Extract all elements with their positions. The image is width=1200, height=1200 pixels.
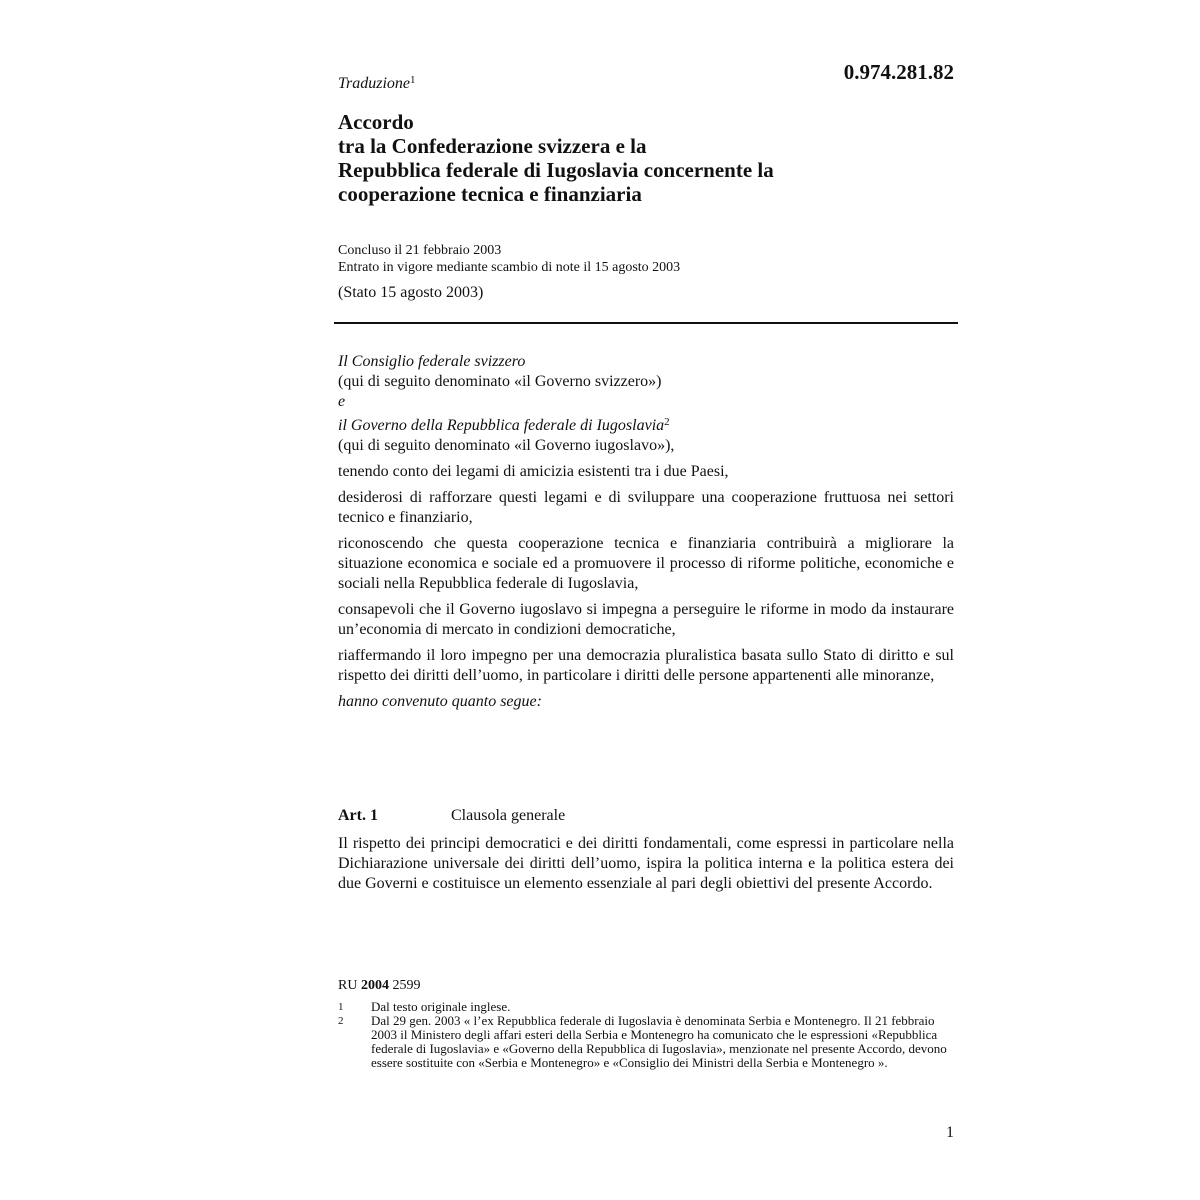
concluded-date: Concluso il 21 febbraio 2003: [338, 243, 502, 258]
footnote: 2 Dal 29 gen. 2003 « l’ex Repubblica federale di Iugoslavia è denominata Serbia e Montenegro. Il 21 febbraio 2003 il Ministero degli affari esteri della Serbia e Montenegro ha comunicato che le espressioni «Repubblica federale di Iugoslavia» e «Governo della Repubblica di Iugoslavia», menzionate nel presente Accordo, devono essere sostituite con «Serbia e Montenegro» e «Consiglio dei Ministri della Serbia e Montenegro ».: [338, 1013, 947, 1070]
footnote-ref: 1: [410, 74, 416, 86]
recital: riaffermando il loro impegno per una democrazia pluralistica basata sullo Stato di diritto e sul rispetto dei diritti dell’uomo, in particolare i diritti delle persone appartenenti alle minoranze,: [338, 647, 954, 684]
recital: riconoscendo che questa cooperazione tecnica e finanziaria contribuirà a migliorare la situazione economica e sociale ed a promuovere il processo di riforme politiche, economiche e sociali nella Repubblica federale di Iugoslavia,: [338, 535, 954, 592]
party-2: il Governo della Repubblica federale di Iugoslavia$^2$: [338, 416, 670, 434]
article-heading: Clausola generale: [451, 807, 566, 824]
sr-number: 0.974.281.82: [843, 60, 954, 84]
translation-label: Traduzione$^1$: [338, 74, 416, 92]
in-force-date: Entrato in vigore mediante scambio di note il 15 agosto 2003: [338, 260, 681, 275]
document-title: Accordo tra la Confederazione svizzera e la Repubblica federale di Iugoslavia concernente la cooperazione tecnica e finanziaria: [338, 110, 774, 206]
party-1: Il Consiglio federale svizzero: [338, 353, 526, 370]
preamble: Il Consiglio federale svizzero (qui di seguito denominato «il Governo svizzero») e il Governo della Repubblica federale di Iugoslavia$^2$ (qui di seguito denominato «il Governo iugoslavo»), tenendo conto dei legami di amicizia esistenti tra i due Paesi, desiderosi di rafforzare questi legami e di sviluppare una cooperazione fruttuosa nei settori tecnico e finanziario, riconoscendo che questa cooperazione tecnica e finanziaria contribuirà a migliorare la situazione economica e sociale ed a promuovere il processo di riforme politiche, economiche e sociali nella Repubblica federale di Iugoslavia, consapevoli che il Governo iugoslavo si impegna a perseguire le riforme in modo da instaurare un’economia di mercato in condizioni democratiche, riaffermando il loro impegno per una democrazia pluralistica basata sullo Stato di diritto e sul rispetto dei diritti dell’uomo, in particolare i diritti delle persone appartenenti alle minoranze, hanno convenuto quanto segue:: [338, 353, 954, 710]
status-date: (Stato 15 agosto 2003): [338, 284, 484, 301]
article-number: Art. 1: [338, 807, 378, 824]
ru-reference: RU 2004 2599: [338, 978, 421, 993]
footnote: 1 Dal testo originale inglese.: [338, 999, 511, 1014]
recital: tenendo conto dei legami di amicizia esistenti tra i due Paesi,: [338, 463, 729, 480]
footnotes: [338, 1000, 954, 1070]
article-text: Il rispetto dei principi democratici e dei diritti fondamentali, come espressi in particolare nella Dichiarazione universale dei diritti dell’uomo, ispira la politica interna e la politica estera dei due Governi e costituisce un elemento essenziale al pari degli obiettivi del presente Accordo.: [338, 835, 954, 892]
recital: desiderosi di rafforzare questi legami e di sviluppare una cooperazione fruttuosa nei settori tecnico e finanziario,: [338, 489, 954, 526]
document-dates: [338, 242, 680, 276]
footnote-ref: 2: [664, 416, 670, 428]
page-number: 1: [946, 1124, 954, 1141]
article-1: [338, 806, 954, 894]
closing-formula: hanno convenuto quanto segue:: [338, 693, 542, 710]
divider: [334, 322, 958, 324]
recital: consapevoli che il Governo iugoslavo si impegna a perseguire le riforme in modo da instaurare un’economia di mercato in condizioni democratiche,: [338, 601, 954, 638]
